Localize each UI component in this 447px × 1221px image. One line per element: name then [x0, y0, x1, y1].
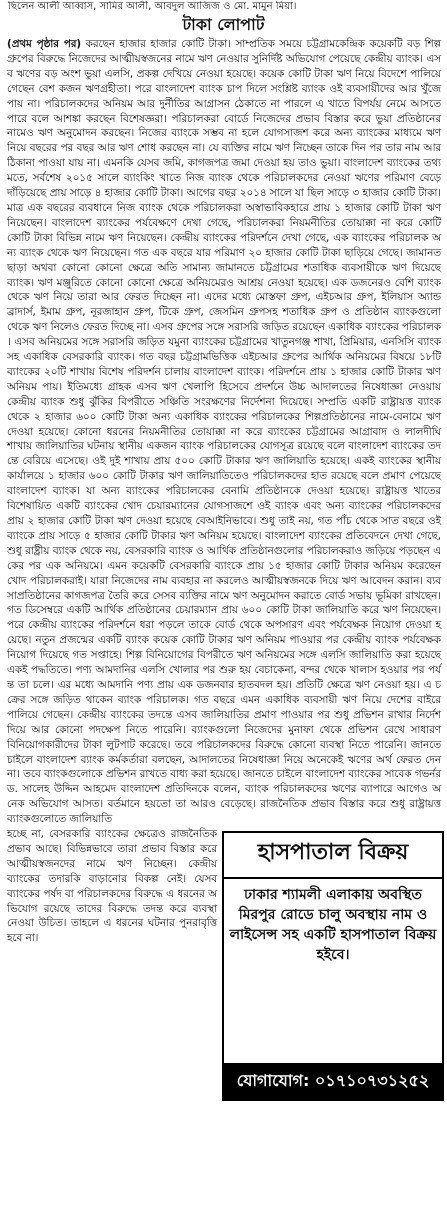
- article-body: [0, 37, 447, 827]
- ad-body: ঢাকার শ্যামলী এলাকায় অবস্থিত মিরপুর রোডে চালু অবস্থায় নাম ও লাইসেন্স সহ একটি হাসপাতাল বিক্রয় হইবে।: [229, 887, 437, 964]
- ad-contact: যোগাযোগ: ০১৭১০৭৩১২৫২: [224, 1063, 442, 1099]
- article-continuation: হচ্ছে না, বেসরকারি ব্যাংকের ক্ষেত্রেও রাজনৈতিক প্রভাব আছে। বিভিন্নভাবে তারা প্রভাব বিস্তার করে আত্মীয়স্বজনদের নামে ঋণ নিচ্ছেন। কেন্দ্রীয় ব্যাংকের তদারকি বাড়ানোর বিকল্প নেই। যেসব ব্যাংকের পর্ষদ বা পরিচালকদের বিরুদ্ধে এ ধরনের অভিযোগ রয়েছে তাদের বিরুদ্ধে তদন্ত করে ব্যবস্থা নেওয়া উচিত। তাহলে এ ধরনের ঘটনার পুনরাবৃত্তি হবে না।: [7, 828, 217, 945]
- article-headline: টাকা লোপাট: [182, 15, 265, 34]
- continued-from-label: (প্রথম পৃষ্ঠার পর): [7, 38, 82, 50]
- lower-section: [0, 827, 447, 1117]
- ad-title: হাসপাতাল বিক্রয়: [224, 833, 442, 879]
- article-paragraph: [7, 37, 441, 827]
- article-text: করছেন হাজার হাজার কোটি টাকা। সাম্প্রতিক সময়ে চট্টগ্রামকেন্দ্রিক কয়েকটি বড় শিল্প গ্রুপের বিরুদ্ধে নিজেদের আত্মীয়স্বজনের নামে ঋণ নেওয়ার সুনির্দিষ্ট অভিযোগ পেয়েছে কেন্দ্রীয় ব্যাংক। এসব ঋণের বড় অংশ ভুয়া এলসি, প্রকল্প দেখিয়ে নেওয়া হয়েছে। কয়েক কোটি টাকা ঋণ নিয়ে বিদেশে পালিয়ে গেছেন বেশ কজন ঋণগ্রহীতা। পরে বাংলাদেশ ব্যাংক চাপ দিলে সংশ্লিষ্ট ব্যাংক ওই ব্যবসায়ীদের আর খুঁজে পায় না। পরিচালকদের অনিয়ম আর দুর্নীতির আগ্রাসন ঠেকাতে না পারলে এ খাতে বিপর্যয় নেমে আসতে পারে বলে আশঙ্কা করছেন বিশেষজ্ঞরা। পরিচালকরা বোর্ডে নিজেদের প্রভাব বিস্তার করে ভুয়া প্রতিষ্ঠানের নামেও ঋণ অনুমোদন করছেন। নিজের ব্যাংকে সম্ভব না হলে যোগসাজশ করে অন্য ব্যাংকের মাধ্যমে ঋণ নিয়ে বছরের পর বছর আর ঋণ শোধ করছেন না। যে ব্যক্তির নামে ঋণ নিচ্ছেন তাকে দিন পর তার নাম আর ঠিকানা পাওয়া যায় না। এমনকি যেসব জমি, কাগজপত্র জমা দেওয়া হয় তাও ভুয়া। বাংলাদেশ ব্যাংকের তথ্যমতে, সর্বশেষ ২০১৫ সালে ব্যাংকিং খাতে নিজ ব্যাংক থেকে পরিচালকদের নেওয়া ঋণের পরিমাণ বেড়ে দাঁড়িয়েছে প্রায় সাড়ে ৪ হাজার কোটি টাকা। আগের বছর ২০১৪ সালে যা ছিল সাড়ে ৩ হাজার কোটি টাকা। মাত্র এক বছরের ব্যবধানে নিজ ব্যাংক থেকে পরিচালকরা অস্বাভাবিকহারে প্রায় ১ হাজার কোটি টাকা ঋণ নিয়েছেন। বাংলাদেশ ব্যাংকের পর্যবেক্ষণে দেখা গেছে, পরিচালকরা নিয়মনীতির তোয়াক্কা না করে কোটি কোটি টাকা বিভিন্ন নামে ঋণ নিয়েছেন। কেন্দ্রীয় ব্যাংকের পরিদর্শনে দেখা গেছে, এক ব্যাংকের পরিচালক অন্য ব্যাংক থেকে ঋণ নিয়েছেন। গত এক বছরে যার পরিমাণ ২০ হাজার কোটি টাকা ছাড়িয়ে গেছে। জামানত ছাড়া অথবা কোনো কোনো ক্ষেত্রে অতি সামান্য জামানতে চট্টগ্রামের শতাধিক ব্যবসায়ীকে ঋণ দিয়েছে ব্যাংক। ঋণ মঞ্জুরিতে কোনো কোনো ক্ষেত্রে অনিয়মেরও আশ্রয় নেওয়া হয়েছে। এক ডজনেরও বেশি ব্যাংক থেকে ঋণ নিয়ে তারা আর ফেরত দিচ্ছেন না। এদের মধ্যে মোস্তফা গ্রুপ, এইচআর গ্রুপ, ইলিয়াস অ্যান্ড ব্রাদার্স, ইমাম গ্রুপ, নূরজাহান গ্রুপ, টিকে গ্রুপ, জেসমিন গ্রুপসহ শতাধিক গ্রুপ ও প্রতিষ্ঠান ব্যাংকগুলো থেকে ঋণ নিলেও ফেরত দিচ্ছে না। এসব গ্রুপের সঙ্গে সরাসরি জড়িত রয়েছেন একাধিক ব্যাংকের পরিচালক। এসব অনিয়মের সঙ্গে সরাসরি জড়িত যমুনা ব্যাংকের চট্টগ্রামের খাতুনগঞ্জ শাখা, প্রিমিয়ার, এনসিসি ব্যাংকসহ একাধিক বেসরকারি ব্যাংক। গত বছর চট্টগ্রামভিত্তিক এইচআর গ্রুপের আর্থিক অনিয়মের বিষয়ে ১৮টি ব্যাংকের ২০টি শাখায় বিশেষ পরিদর্শন চালায় বাংলাদেশ ব্যাংক। পরিদর্শনে প্রায় ১ হাজার কোটি টাকার ঋণ অনিয়ম পায়। ইতিমধ্যে গ্রাহক এসব ঋণ খেলাপি হিসেবে প্রদর্শনে উচ্চ আদালতের নিষেধাজ্ঞা নেওয়ায় কেন্দ্রীয় ব্যাংক শুধু ঝুঁকির বিপরীতে সঞ্চিতি সংরক্ষণের নির্দেশনা দিয়েছে। সম্প্রতি একটি রাষ্ট্রায়ত্ত ব্যাংক থেকে ২ হাজার ৬০০ কোটি টাকা অন্য একাধিক ব্যাংকের পরিচালকের শিল্পপ্রতিষ্ঠানের নামে-বেনামে ঋণ দেওয়া হয়েছে। কোনো ধরনের নিয়মনীতির তোয়াক্কা না করে ব্যাংকের চট্টগ্রামের আগ্রাবাদ ও লালদীঘি শাখায় জালিয়াতির ঘটনায় স্থানীয় একজন ব্যাংক পরিচালকের যোগসূত্র রয়েছে বলে বাংলাদেশ ব্যাংকের তদন্তে বেরিয়ে এসেছে। ওই দুই শাখায় প্রায় ৫০০ কোটি টাকার ঋণ জালিয়াতি হয়েছে। একই ব্যাংকের স্থানীয় কার্যালয়ে ১ হাজার ৬০০ কোটি টাকার ঋণ জালিয়াতিতেও পরিচালকদের হাত রয়েছে বলে প্রমাণ পেয়েছে বাংলাদেশ ব্যাংক। যা অন্য ব্যাংকের পরিচালকের বেনামি প্রতিষ্ঠানকে দেওয়া হয়েছে। রাষ্ট্রায়ত্ত খাতের বিশেষায়িত একটি ব্যাংকের খোদ চেয়ারম্যানের যোগসাজশে ওই ব্যাংক এবং অন্য ব্যাংকের পরিচালকদের প্রায় ২ হাজার কোটি টাকা ঋণ দেওয়া হয়েছে বেআইনিভাবে। শুধু তাই নয়, গত পাঁচ থেকে সাত বছরে ওই ব্যাংকে প্রায় সাড়ে ৫ হাজার কোটি টাকার ঋণ অনিয়ম হয়েছে। বাংলাদেশ ব্যাংকের প্রতিবেদনে দেখা গেছে, শুধু রাষ্ট্রীয় ব্যাংক থেকে নয়, বেসরকারি ব্যাংক ও আর্থিক প্রতিষ্ঠানগুলোর পরিচালকরাও জড়িয়ে পড়ছেন একের পর এক অনিয়মে। এমন কয়েকটি বেসরকারি ব্যাংকে প্রায় ১৫ হাজার কোটি টাকার অনিয়ম করেছেন খোদ পরিচালকরাই। যারা নিজেদের নাম ব্যবহার না করলেও আত্মীয়স্বজনকে দিয়ে ঋণ আবেদন করান। ব্যবসাপ্রতিষ্ঠানের কাগজপত্র তৈরি করে সেসব ব্যক্তির নামে ঋণ অনুমোদন করাতে বোর্ড সভায় ভূমিকা রাখছেন। গত ডিসেম্বরে একটি আর্থিক প্রতিষ্ঠানের চেয়ারম্যান প্রায় ৬০০ কোটি টাকা জালিয়াতি করে ঋণ নিয়েছেন। পরে কেন্দ্রীয় ব্যাংকের পরিদর্শনে ধরা পড়লে তাকে বোর্ড থেকে অপসারণ এবং পর্যবেক্ষক নিয়োগ দেওয়া হয়েছে। নতুন প্রজন্মের একটি ব্যাংক কয়েক কোটি টাকার ঋণ অনিয়ম পাওয়ার পর কেন্দ্রীয় ব্যাংক পর্যবেক্ষক নিয়োগ দিয়েছে গত সপ্তাহে। শিল্প বিনিয়োগের বিপরীতে ঋণ অনিয়মের সঙ্গে এলসি জালিয়াতি করা হয়েছে একই পদ্ধতিতে। পণ্য আমদানির এলসি খোলার পর শুরু হয় বেচাকেনা, বন্দর থেকে খালাস হওয়ার পর পর্যন্ত তা চলে। এর মধ্যে আমদানি পণ্য প্রায় এক ডজনবার হাতবদল হয়। প্রতিটি ক্ষেত্রে ঋণ নেওয়া হয়। এ চক্রের সঙ্গে জড়িত থাকেন ব্যাংক পরিচালক। গত বছরে এমন একাধিক ব্যবসায়ী ঋণ নিয়ে দেশের বাইরে পালিয়ে গেছেন। কেন্দ্রীয় ব্যাংকের তদন্তে এসব জালিয়াতির প্রমাণ পাওয়ার পর শুধু প্রভিশন রাখার নির্দেশ দিয়ে আর কোনো পদক্ষেপ নিতে পারেনি। ব্যাংকগুলো নিজেদের মুনাফা থেকে প্রভিশন রেখে সাধারণ বিনিয়োগকারীদের টাকা লুটপাট করেছে। তবে পরিচালকদের বিরুদ্ধে কোনো ব্যবস্থা নিতে পারেনি। জানতে চাইলে বাংলাদেশ ব্যাংক কর্মকর্তারা বলছেন, আদালতের নিষেধাজ্ঞা নিয়ে অনেকেই ঋণের অর্থ ফেরত দেন না। তবে ব্যাংকগুলোকে প্রভিশন রাখতে বাধ্য করা হয়েছে। জানতে চাইলে বাংলাদেশ ব্যাংকের সাবেক গভর্নর ড. সালেহ উদ্দিন আহমেদ বাংলাদেশ প্রতিদিনকে বলেন, ব্যাংক পরিচালকদের ঋণের ব্যাপারে আগেও অনেক অভিযোগ আসত। বর্তমানে হয়তো তা আরও বেড়েছে। রাজনৈতিক প্রভাব বিস্তার করে শুধু রাষ্ট্রায়ত্ত ব্যাংকগুলোতে জালিয়াতি: [7, 38, 441, 826]
- previous-article-tail: ছিলেন আলী আব্বাস, সামির আলী, আবদুল আজিজ ও মো. মামুন মিয়া।: [8, 1, 297, 12]
- classified-advertisement: [222, 831, 444, 1101]
